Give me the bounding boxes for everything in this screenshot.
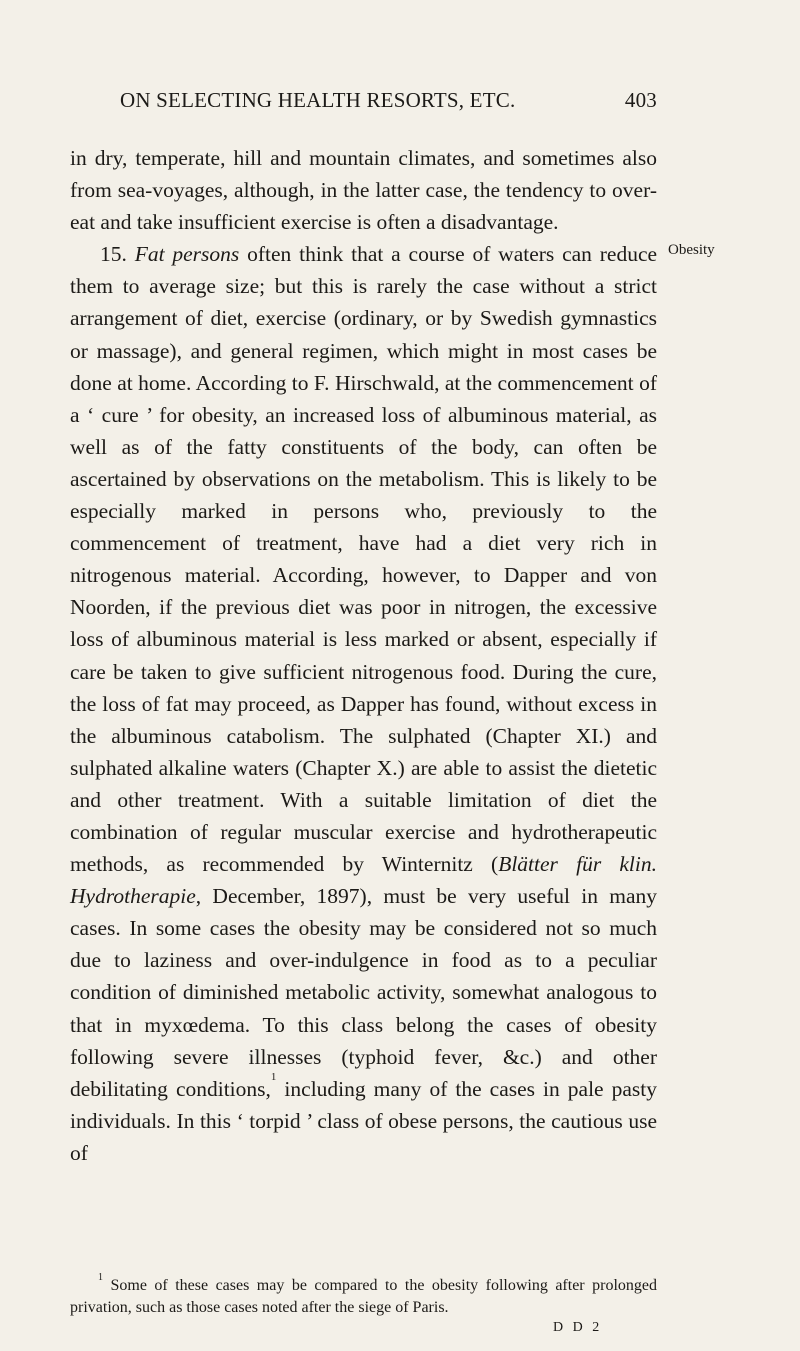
footnote — [70, 1272, 657, 1319]
footnote-marker: 1 — [98, 1272, 103, 1283]
footnote-text: Some of these cases may be compared to the obesity following after prolonged privation, such as those cases noted after the siege of Paris. — [70, 1277, 657, 1316]
journal-reference: Blätter für klin. Hydrotherapie — [70, 852, 657, 909]
paragraph-continuation: in dry, temperate, hill and mountain climates, and sometimes also from sea-voyages, although, in the latter case, the tendency to over-eat and take insufficient exercise is often a disadvantage. — [70, 146, 657, 235]
running-title: ON SELECTING HEALTH RESORTS, ETC. — [120, 88, 516, 112]
running-header — [120, 88, 657, 122]
footnote-reference: 1 — [270, 1070, 277, 1083]
section-number: 15. — [100, 242, 127, 267]
paragraph-text-c: including many of the cases in pale pasty individuals. In this ‘ torpid ’ class of obese persons, the cautious use of — [70, 1076, 657, 1165]
paragraph-text-a: often think that a course of waters can reduce them to average size; but this is rarely the case without a strict arrangement of diet, exercise (ordinary, or by Swedish gymnastics or massage), and general regimen, which might in most cases be done at home. According to F. Hirschwald, at the commencement of a ‘ cure ’ for obesity, an increased loss of albuminous material, as well as of the fatty constituents of the body, can often be ascertained by observations on the metabolism. This is likely to be especially marked in persons who, previously to the commencement of treatment, have had a diet very rich in nitrogenous material. According, however, to Dapper and von Noorden, if the previous diet was poor in nitrogen, the excessive loss of albuminous material is less marked or absent, especially if care be taken to give sufficient nitrogenous food. During the cure, the loss of fat may proceed, as Dapper has found, without excess in the albuminous catabolism. The sulphated (Chapter XI.) and sulphated alkaline waters (Chapter X.) are able to assist the dietetic and other treatment. With a suitable limitation of diet the combination of regular muscular exercise and hydrotherapeutic methods, as recommended by Winternitz ( — [70, 242, 658, 877]
page-number: 403 — [624, 88, 657, 112]
printer-signature: D D 2 — [553, 1320, 603, 1335]
margin-note: Obesity — [668, 242, 715, 258]
body-text — [70, 142, 657, 1169]
italic-lead: Fat persons — [134, 242, 240, 267]
paragraph-obesity — [70, 238, 657, 1169]
paragraph-text-b: , December, 1897), must be very useful in many cases. In some cases the obesity may be considered not so much due to laziness and over-indulgence in food as to a peculiar condition of diminished metabolic activity, somewhat analogous to that in myxœdema. To this class belong the cases of obesity following severe illnesses (typhoid fever, &c.) and other debilitating conditions, — [70, 884, 657, 1101]
